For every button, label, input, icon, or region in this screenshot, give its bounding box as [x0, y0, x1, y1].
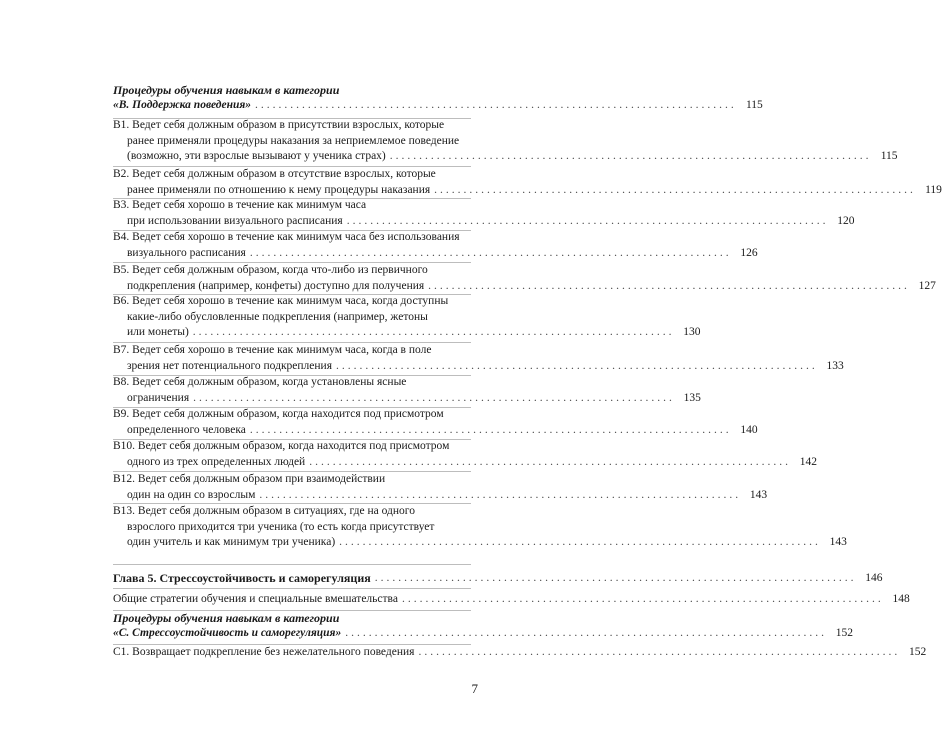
toc-entry-b4[interactable] [113, 230, 758, 261]
page-ref: 126 [740, 246, 758, 259]
entry-text: ранее применяли по отношению к нему процедуры наказания [127, 183, 431, 196]
chapter-title: Глава 5. Стрессоустойчивость и саморегуляция [113, 571, 371, 585]
page-ref: 130 [683, 326, 701, 338]
toc-entry-b7[interactable] [113, 343, 844, 374]
entry-text: B1. Ведет себя должным образом в присутствии взрослых, которые [113, 119, 445, 131]
entry-text: какие-либо обусловленные подкрепления (например, жетоны [127, 310, 428, 323]
toc-entry-b8[interactable] [113, 375, 701, 406]
toc-entry-b3[interactable] [113, 198, 855, 229]
entry-text: B2. Ведет себя должным образом в отсутствие взрослых, которые [113, 168, 436, 180]
toc-entry-b2[interactable] [113, 167, 942, 198]
leader-dots: .................................................................................. [192, 326, 675, 338]
toc-entry-b5[interactable] [113, 263, 936, 294]
entry-text: ограничения [127, 391, 190, 404]
page-ref: 152 [835, 627, 853, 639]
section-c-title-line2: «C. Стрессоустойчивость и саморегуляция» [113, 627, 342, 639]
entry-text: B12. Ведет себя должным образом при взаимодействии [113, 473, 386, 485]
toc-entry-b12[interactable] [113, 472, 768, 503]
page-ref: 135 [683, 391, 701, 404]
leader-dots: .................................................................................. [434, 183, 916, 196]
page-ref: 142 [799, 455, 817, 468]
entry-text: определенного человека [127, 423, 246, 436]
entry-text: Общие стратегии обучения и специальные вмешательства [113, 593, 398, 605]
entry-text: B8. Ведет себя должным образом, когда установлены ясные [113, 376, 407, 388]
toc-entry-c1[interactable] [113, 645, 927, 661]
entry-text: или монеты) [127, 326, 189, 338]
section-b-heading [113, 83, 473, 99]
entry-text: C1. Возвращает подкрепление без нежелательного поведения [113, 646, 415, 658]
page-ref: 143 [749, 488, 768, 501]
entry-text: B4. Ведет себя хорошо в течение как минимум часа без использования [113, 231, 460, 243]
entry-text: одного из трех определенных людей [127, 455, 306, 468]
leader-dots: .................................................................................. [339, 536, 821, 548]
leader-dots: .................................................................................. [259, 488, 742, 501]
entry-text: взрослого приходится три ученика (то есть когда присутствует [127, 520, 435, 533]
page-ref: 143 [829, 536, 847, 548]
entry-text: один учитель и как минимум три ученика) [127, 536, 336, 548]
leader-dots: .................................................................................. [345, 627, 827, 639]
entry-text: B10. Ведет себя должным образом, когда находится под присмотром [113, 440, 450, 452]
leader-dots: .................................................................................. [249, 246, 732, 259]
entry-text: ранее применяли процедуры наказания за неприемлемое поведение [127, 134, 460, 147]
entry-text: визуального расписания [127, 246, 246, 259]
leader-dots: .................................................................................. [428, 279, 910, 292]
leader-dots: .................................................................................. [346, 214, 829, 227]
page-ref: 146 [865, 572, 883, 584]
page-number: 7 [471, 681, 478, 696]
section-b-title-line1: Процедуры обучения навыкам в категории [113, 83, 340, 97]
leader-dots: .................................................................................. [309, 455, 791, 468]
section-b-title-line2: «B. Поддержка поведения» [113, 99, 252, 111]
entry-text: B7. Ведет себя хорошо в течение как минимум часа, когда в поле [113, 344, 432, 356]
page-ref: 119 [925, 183, 942, 196]
entry-text: B3. Ведет себя хорошо в течение как минимум часа [113, 199, 367, 211]
toc-entry-b9[interactable] [113, 407, 758, 438]
toc-entry-b6[interactable] [113, 294, 701, 341]
entry-text: подкрепления (например, конфеты) доступно для получения [127, 279, 425, 292]
leader-dots: .................................................................................. [418, 646, 901, 658]
page-ref: 115 [880, 150, 898, 162]
page-ref: 133 [826, 359, 844, 372]
toc-entry-b1[interactable] [113, 118, 898, 165]
entry-text: один на один со взрослым [127, 488, 256, 501]
section-c-heading [113, 611, 473, 627]
section-c-heading-entry[interactable] [113, 626, 853, 642]
toc-entry-chapter-5[interactable] [113, 571, 883, 587]
entry-text: B9. Ведет себя должным образом, когда находится под присмотром [113, 408, 444, 420]
leader-dots: .................................................................................. [389, 150, 872, 162]
entry-text: B5. Ведет себя должным образом, когда что-либо из первичного [113, 264, 428, 276]
section-c-title-line1: Процедуры обучения навыкам в категории [113, 611, 340, 625]
leader-dots: .................................................................................. [374, 572, 857, 584]
page-ref: 115 [745, 99, 763, 111]
leader-dots: .................................................................................. [193, 391, 675, 404]
page-ref: 120 [837, 214, 855, 227]
entry-text: при использовании визуального расписания [127, 214, 343, 227]
toc-entry-general-strategies[interactable] [113, 592, 910, 608]
page-ref: 140 [740, 423, 758, 436]
page-ref: 152 [908, 646, 927, 658]
leader-dots: .................................................................................. [401, 593, 884, 605]
leader-dots: .................................................................................. [249, 423, 732, 436]
page-ref: 127 [918, 279, 936, 292]
leader-dots: .................................................................................. [335, 359, 818, 372]
entry-text: B6. Ведет себя хорошо в течение как минимум часа, когда доступны [113, 295, 449, 307]
toc-entry-b13[interactable] [113, 504, 847, 551]
divider [113, 564, 471, 565]
entry-text: (возможно, эти взрослые вызывают у ученика страх) [127, 150, 386, 162]
divider [113, 588, 471, 589]
section-b-heading-entry[interactable] [113, 98, 763, 114]
page-ref: 148 [892, 593, 910, 605]
leader-dots: .................................................................................. [255, 99, 737, 111]
entry-text: B13. Ведет себя должным образом в ситуациях, где на одного [113, 505, 415, 517]
toc-entry-b10[interactable] [113, 439, 817, 470]
entry-text: зрения нет потенциального подкрепления [127, 359, 332, 372]
